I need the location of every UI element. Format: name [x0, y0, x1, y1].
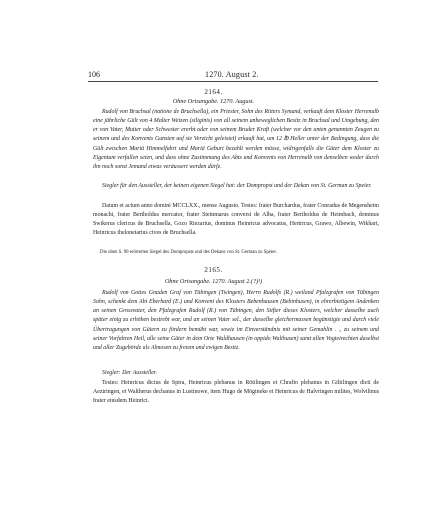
- header-rule: [88, 81, 378, 82]
- latin-paragraph: Datum et actum anno domini MCCLXX., mense Augusto. Testes: frater Burchardus, frater Conradus de Megensheim monachi, frater Bertholdus mercator, frater Steinmarus conversi de Alba, frater Bertholdus de Heimbach, dominus Swikerus clericus de Bruchsella, Gozo Riezarius, dominus Heinricus advocatus, Hertricus, Grawo, Albewin, Wikhart, Heinricus theloneiarius cives de Bruchsella.: [93, 203, 379, 237]
- latin-paragraph: Testes: Heinricus dictus de Spira, Heinricus plebanus in Rötilingen et Chrafto plebanus in Giltilingen dicti de Aeztringen, et Waltherus dechanus in Lustinowe, item Hugo de Mögineke et Heinricus de Halvringen milites, Wolvilinus frater eiusdem Heinrici.: [93, 380, 379, 405]
- regest-text: [93, 289, 379, 353]
- page-number: 106: [88, 70, 100, 79]
- footnote: Die oben S. 90 erörterten Siegel des Dompropsts und des Dekans von St. German zu Speier.: [100, 250, 277, 255]
- running-header: 1270. August 2.: [205, 70, 259, 79]
- regest-paragraph: Rudolf von Gottes Gnaden Graf von Tübingen (Twingen), Herrn Rudolfs (R.) weiland Pfalzgrafen von Tübingen Sohn, schenkt dem Abt Eberhard (E.) und Konvent des Klosters Bebenhausen (Bebinhusen), in ehrerbietigem Andenken an seinen Grossvater, den Pfalzgrafen Rudolf (R.) von Tübingen, den Stifter dieses Klosters, welcher dasselbe auch später einig zu erhöhen bestrebt war, und an seinen Vater sel., der dasselbe gleichermassen begünstigte und durch viele Übertragungen von Gütern zu fördern bemüht war, sowie im Einverständnis mit seiner Gemahlin . ., zu seinem und seiner Vorfahren Heil, alle seine Güter in dem Orte Waldhausen (in oppido Walthusen) samt allen Vogteirechten daselbst und aller Zugehörde als Almosen zu freiem und ewigen Besitz.: [93, 290, 379, 351]
- sealer-text: [93, 182, 379, 191]
- regest-paragraph: Rudolf von Bruchsal (natione de Bruchsella), ein Priester, Sohn des Ritters Symund, verkauft dem Kloster Herrenalb eine jährliche Gült von 4 Malter Weizen (siliginis) von all seinem unbeweglichen Besitz in Bruchsal und Umgebung, den er von Vater, Mutter oder Schwester ererbt oder von seinem Bruder Kraft (welcher vor den unten genannten Zeugen zu seinem und des Konvents Gunsten auf sie Verzicht geleistet) erkauft hat, um 12 ℔ Heller unter der Bedingung, dass die Gült zwischen Mariä Himmelfahrt und Mariä Geburt bezahlt werden müsse, widrigenfalls die Güter dem Kloster zu Eigentum verfallen seien, und dass ohne Zustimmung des Abts und Konvents von Herrenalb von denselben weder durch ihn noch sonst Jemand etwas veräussert werden dürfe.: [93, 109, 379, 170]
- sealer-paragraph: Siegler: Der Aussteller.: [102, 370, 158, 376]
- regest-text: [93, 108, 379, 172]
- latin-text: [93, 379, 379, 406]
- sealer-text: [93, 369, 379, 378]
- document-number: 2164.: [204, 88, 223, 96]
- document-number: 2165.: [204, 266, 223, 274]
- document-dateline: Ohne Ortsangabe. 1270. August 2.(?)¹): [164, 278, 263, 285]
- document-dateline: Ohne Ortsangabe. 1270. August.: [172, 98, 255, 105]
- sealer-paragraph: Siegler für den Aussteller, der keinen eigenen Siegel hat: der Dompropst und der Dekan von St. German zu Speier.: [102, 183, 372, 189]
- latin-text: [93, 202, 379, 239]
